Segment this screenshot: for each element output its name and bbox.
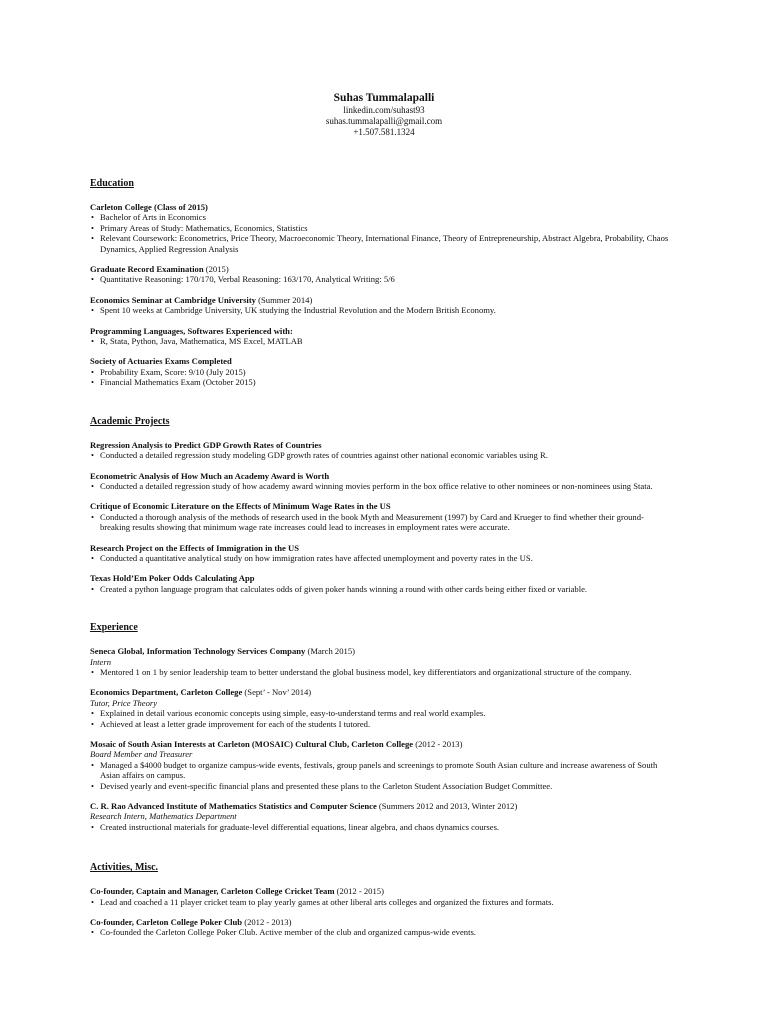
section-activities-misc bbox=[90, 862, 670, 938]
entry bbox=[90, 917, 670, 938]
entry-heading bbox=[90, 471, 670, 481]
bullet-list bbox=[90, 450, 670, 460]
bullet-item: • Conducted a detailed regression study modeling GDP growth rates of countries against other national economic variables using R. bbox=[100, 450, 670, 460]
section-title: Education bbox=[90, 178, 134, 189]
resume-header bbox=[0, 92, 768, 138]
bullet-list bbox=[90, 897, 670, 907]
entry-date: (2012 - 2013) bbox=[413, 739, 463, 749]
entry-title: Graduate Record Examination bbox=[90, 264, 204, 275]
entry-heading bbox=[90, 326, 670, 336]
bullet-list bbox=[90, 667, 670, 677]
entry-date: (Sept’ - Nov’ 2014) bbox=[242, 687, 312, 698]
bullet-item: • Mentored 1 on 1 by senior leadership team to better understand the global business model, key differentiators and organizational structure of the company. bbox=[100, 667, 670, 677]
bullet-item: • R, Stata, Python, Java, Mathematica, MS Excel, MATLAB bbox=[100, 336, 670, 346]
bullet-list bbox=[90, 708, 670, 729]
section-title: Activities, Misc. bbox=[90, 862, 159, 874]
bullet-list bbox=[90, 927, 670, 937]
entry-heading bbox=[90, 264, 670, 274]
entry-role: Research Intern, Mathematics Department bbox=[90, 811, 237, 822]
entry-title: Co-founder, Carleton College Poker Club bbox=[90, 917, 243, 928]
section-experience bbox=[90, 622, 670, 832]
bullet-list bbox=[90, 822, 670, 832]
entry bbox=[90, 573, 670, 594]
section-academic-projects bbox=[90, 416, 670, 594]
entry-heading bbox=[90, 543, 670, 553]
entry bbox=[90, 886, 670, 907]
entry-heading bbox=[90, 501, 670, 511]
bullet-item: • Conducted a detailed regression study of how academy award winning movies perform in the box office relative to other nominees or non-nominees using Stata. bbox=[100, 481, 670, 491]
entry-title: Economics Seminar at Cambridge University bbox=[90, 294, 256, 305]
bullet-item: • Conducted a thorough analysis of the methods of research used in the book Myth and Measurement (1997) by Card and Krueger to find whether their ground-breaking results showing that minimum wage rate increases could lead to increases in employment rates were accurate. bbox=[100, 512, 670, 533]
entry-heading bbox=[90, 646, 670, 656]
bullet-list bbox=[90, 212, 670, 254]
entry bbox=[90, 471, 670, 492]
entry-heading bbox=[90, 739, 670, 749]
bullet-item: • Managed a $4000 budget to organize campus-wide events, festivals, group panels and screenings to promote South Asian culture and increase awareness of South Asian affairs on campus. bbox=[100, 760, 670, 781]
entry-title: Research Project on the Effects of Immigration in the US bbox=[90, 542, 299, 553]
entry bbox=[90, 202, 670, 254]
entry-heading bbox=[90, 917, 670, 927]
bullet-item: • Conducted a quantitative analytical study on how immigration rates have affected unemployment and poverty rates in the US. bbox=[100, 553, 670, 563]
candidate-name: Suhas Tummalapalli bbox=[333, 92, 435, 104]
bullet-list bbox=[90, 584, 670, 594]
entry bbox=[90, 264, 670, 285]
entry bbox=[90, 646, 670, 677]
resume-body bbox=[90, 178, 670, 948]
entry-title: Texas Hold’Em Poker Odds Calculating App bbox=[90, 573, 255, 584]
bullet-list bbox=[90, 512, 670, 533]
entry-heading bbox=[90, 202, 670, 212]
bullet-item: • Relevant Coursework: Econometrics, Price Theory, Macroeconomic Theory, International Finance, Theory of Entrepreneurship, Abstract Algebra, Probability, Chaos Dynamics, Applied Regression Analysis bbox=[100, 233, 670, 254]
entry-heading bbox=[90, 295, 670, 305]
entry-date: (2012 - 2013) bbox=[242, 917, 292, 928]
bullet-item: • Quantitative Reasoning: 170/170, Verbal Reasoning: 163/170, Analytical Writing: 5/6 bbox=[100, 274, 670, 284]
bullet-list bbox=[90, 481, 670, 491]
entry-heading bbox=[90, 440, 670, 450]
bullet-list bbox=[90, 274, 670, 284]
entry-title: Co-founder, Captain and Manager, Carleton College Cricket Team bbox=[90, 886, 335, 897]
bullet-list bbox=[90, 336, 670, 346]
entry-title: Critique of Economic Literature on the Effects of Minimum Wage Rates in the US bbox=[90, 501, 391, 512]
bullet-list bbox=[90, 553, 670, 563]
entry-heading bbox=[90, 573, 670, 583]
entry bbox=[90, 543, 670, 564]
entry bbox=[90, 687, 670, 729]
bullet-item: • Lead and coached a 11 player cricket team to play yearly games at other liberal arts colleges and organized the fixtures and formats. bbox=[100, 897, 670, 907]
linkedin-link[interactable]: linkedin.com/suhast93 bbox=[343, 105, 425, 115]
entry-title: Carleton College (Class of 2015) bbox=[90, 202, 208, 212]
bullet-item: • Financial Mathematics Exam (October 2015) bbox=[100, 377, 670, 387]
section-education bbox=[90, 178, 670, 388]
bullet-item: • Primary Areas of Study: Mathematics, Economics, Statistics bbox=[100, 223, 670, 233]
bullet-list bbox=[90, 367, 670, 388]
entry-heading bbox=[90, 356, 670, 366]
entry-title: Economics Department, Carleton College bbox=[90, 687, 243, 698]
entry-date: (Summers 2012 and 2013, Winter 2012) bbox=[376, 801, 518, 812]
bullet-item: • Co-founded the Carleton College Poker Club. Active member of the club and organized campus-wide events. bbox=[100, 927, 670, 937]
bullet-item: • Devised yearly and event-specific financial plans and presented these plans to the Carleton Student Association Budget Committee. bbox=[100, 781, 670, 791]
entry-date: (2012 - 2015) bbox=[334, 886, 384, 897]
entry-role: Board Member and Treasurer bbox=[90, 749, 193, 760]
entry-title: Regression Analysis to Predict GDP Growth Rates of Countries bbox=[90, 439, 322, 450]
email-link[interactable]: suhas.tummalapalli@gmail.com bbox=[325, 116, 443, 126]
bullet-item: • Created a python language program that calculates odds of given poker hands winning a round with other cards being either fixed or variable. bbox=[100, 584, 670, 594]
entry bbox=[90, 739, 670, 791]
entry bbox=[90, 440, 670, 461]
entry-title: C. R. Rao Advanced Institute of Mathematics Statistics and Computer Science bbox=[90, 801, 377, 812]
bullet-item: • Spent 10 weeks at Cambridge University, UK studying the Industrial Revolution and the Modern British Economy. bbox=[100, 305, 670, 315]
entry-heading bbox=[90, 886, 670, 896]
bullet-item: • Bachelor of Arts in Economics bbox=[100, 212, 670, 222]
bullet-item: • Achieved at least a letter grade improvement for each of the students I tutored. bbox=[100, 719, 670, 729]
entry-title: Programming Languages, Softwares Experienced with: bbox=[90, 325, 293, 336]
phone-number: +1.507.581.1324 bbox=[353, 127, 415, 137]
entry bbox=[90, 295, 670, 316]
entry-heading bbox=[90, 687, 670, 697]
bullet-item: • Probability Exam, Score: 9/10 (July 2015) bbox=[100, 367, 670, 377]
entry-role: Intern bbox=[90, 656, 112, 667]
bullet-list bbox=[90, 305, 670, 315]
entry bbox=[90, 501, 670, 532]
entry-title: Seneca Global, Information Technology Services Company bbox=[90, 646, 306, 657]
entry-title: Mosaic of South Asian Interests at Carleton (MOSAIC) Cultural Club, Carleton College bbox=[90, 739, 414, 749]
entry-date: (2015) bbox=[203, 264, 229, 275]
entry-heading bbox=[90, 801, 670, 811]
section-title: Experience bbox=[90, 622, 138, 634]
bullet-item: • Created instructional materials for graduate-level differential equations, linear algebra, and chaos dynamics courses. bbox=[100, 822, 670, 832]
entry-title: Society of Actuaries Exams Completed bbox=[90, 356, 232, 367]
entry-title: Econometric Analysis of How Much an Academy Award is Worth bbox=[90, 470, 330, 481]
entry-date: (March 2015) bbox=[305, 646, 355, 657]
entry bbox=[90, 326, 670, 347]
entry-role: Tutor, Price Theory bbox=[90, 697, 158, 708]
bullet-item: • Explained in detail various economic concepts using simple, easy-to-understand terms and real world examples. bbox=[100, 708, 670, 718]
bullet-list bbox=[90, 760, 670, 791]
section-title: Academic Projects bbox=[90, 415, 170, 427]
entry bbox=[90, 356, 670, 387]
entry bbox=[90, 801, 670, 832]
entry-date: (Summer 2014) bbox=[255, 294, 313, 305]
